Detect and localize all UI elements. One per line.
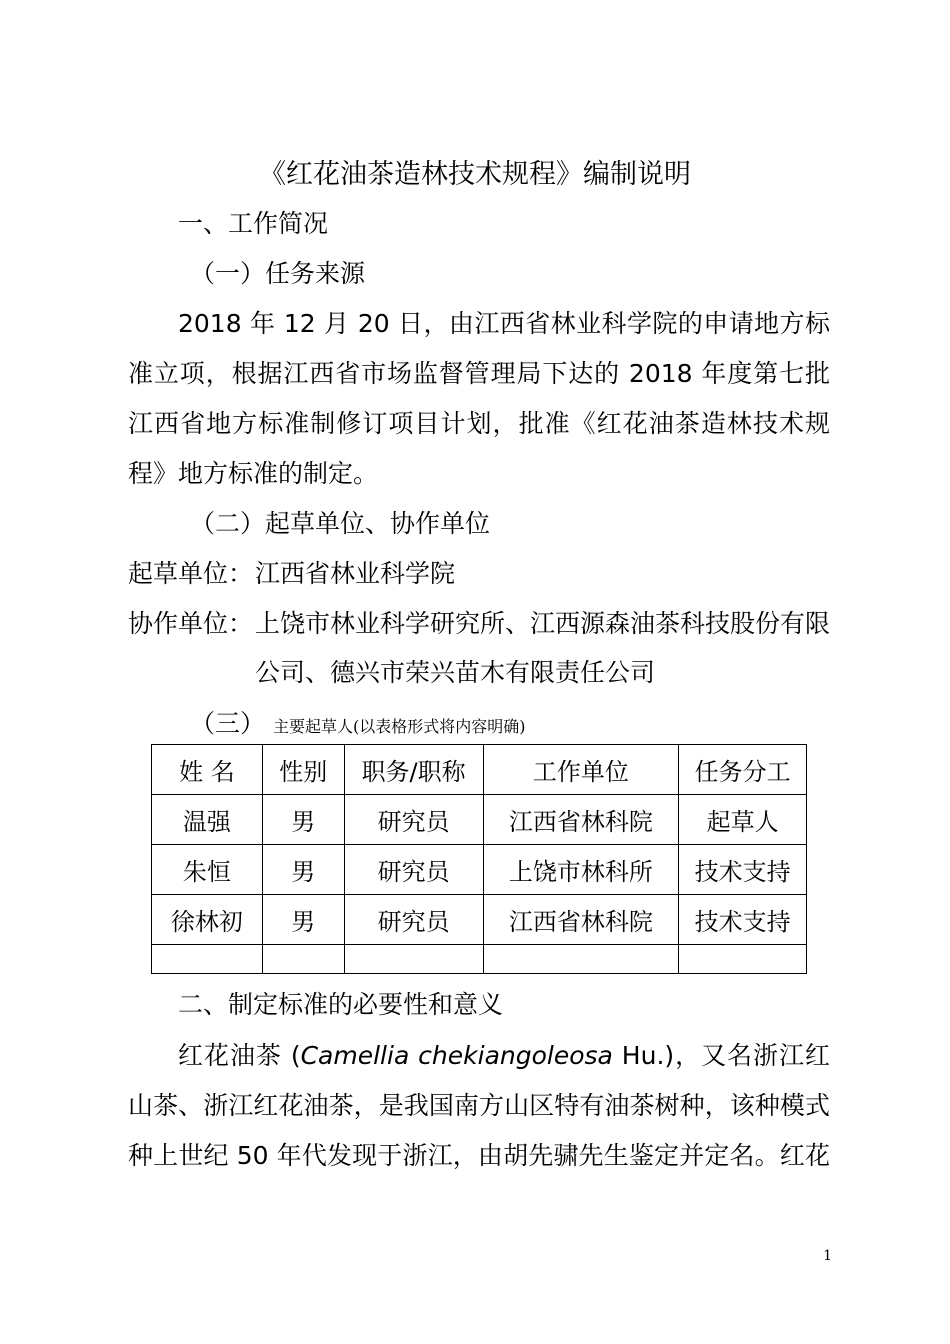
table-header-cell: 职务/职称 — [344, 745, 483, 795]
table-cell: 上饶市林科所 — [483, 845, 679, 895]
table-cell: 男 — [262, 795, 344, 845]
table-cell: 研究员 — [344, 795, 483, 845]
table-cell — [679, 945, 807, 974]
subsection3-number: （三） — [190, 709, 266, 738]
table-cell: 研究员 — [344, 845, 483, 895]
table-cell: 徐林初 — [152, 895, 263, 945]
table-empty-row — [152, 945, 807, 974]
subsection2-heading: （二）起草单位、协作单位 — [190, 509, 491, 538]
significance-line-1-post: Hu.)，又名浙江红 — [612, 1041, 830, 1070]
drafters-table — [151, 744, 807, 974]
significance-line-1 — [178, 1039, 830, 1073]
table-cell: 技术支持 — [679, 845, 807, 895]
table-cell: 朱恒 — [152, 845, 263, 895]
section2-heading: 二、制定标准的必要性和意义 — [178, 990, 504, 1019]
table-cell: 男 — [262, 845, 344, 895]
subsection1-heading: （一）任务来源 — [190, 259, 366, 288]
document-title: 《红花油茶造林技术规程》编制说明 — [259, 159, 691, 190]
table-cell — [262, 945, 344, 974]
table-cell: 江西省林科院 — [483, 895, 679, 945]
table-header-cell: 姓 名 — [152, 745, 263, 795]
task-source-line-4: 程》地方标准的制定。 — [128, 459, 379, 488]
table-cell — [152, 945, 263, 974]
table-cell: 温强 — [152, 795, 263, 845]
table-cell: 技术支持 — [679, 895, 807, 945]
table-cell — [344, 945, 483, 974]
task-source-line-2: 准立项，根据江西省市场监督管理局下达的 2018 年度第七批 — [128, 359, 830, 388]
table-cell: 起草人 — [679, 795, 807, 845]
significance-line-3: 种上世纪 50 年代发现于浙江，由胡先骕先生鉴定并定名。红花 — [128, 1141, 830, 1170]
table-header-cell: 任务分工 — [679, 745, 807, 795]
table-row — [152, 845, 807, 895]
subsection3-heading — [190, 707, 525, 744]
table-row — [152, 895, 807, 945]
table-cell — [483, 945, 679, 974]
table-header-cell: 性别 — [262, 745, 344, 795]
task-source-line-3: 江西省地方标准制修订项目计划，批准《红花油茶造林技术规 — [128, 409, 830, 438]
significance-line-2: 山茶、浙江红花油茶，是我国南方山区特有油茶树种，该种模式 — [128, 1091, 830, 1120]
table-header-row — [152, 745, 807, 795]
table-cell: 男 — [262, 895, 344, 945]
significance-line-1-pre: 红花油茶 ( — [178, 1041, 301, 1070]
section1-heading: 一、工作简况 — [178, 209, 329, 238]
table-header-cell: 工作单位 — [483, 745, 679, 795]
cooperator-value-line-1: 上饶市林业科学研究所、江西源森油茶科技股份有限 — [255, 609, 831, 638]
table-cell: 江西省林科院 — [483, 795, 679, 845]
table-cell: 研究员 — [344, 895, 483, 945]
drafter-label: 起草单位： — [128, 559, 254, 588]
subsection3-note: 主要起草人(以表格形式将内容明确) — [272, 717, 526, 736]
scientific-name: Camellia chekiangoleosa — [300, 1041, 613, 1070]
cooperator-label: 协作单位： — [128, 609, 254, 638]
cooperator-value-line-2: 公司、德兴市荣兴苗木有限责任公司 — [255, 658, 656, 687]
table-row — [152, 795, 807, 845]
task-source-line-1: 2018 年 12 月 20 日，由江西省林业科学院的申请地方标 — [178, 309, 830, 338]
page-number: 1 — [823, 1248, 832, 1264]
drafter-value: 江西省林业科学院 — [255, 559, 456, 588]
